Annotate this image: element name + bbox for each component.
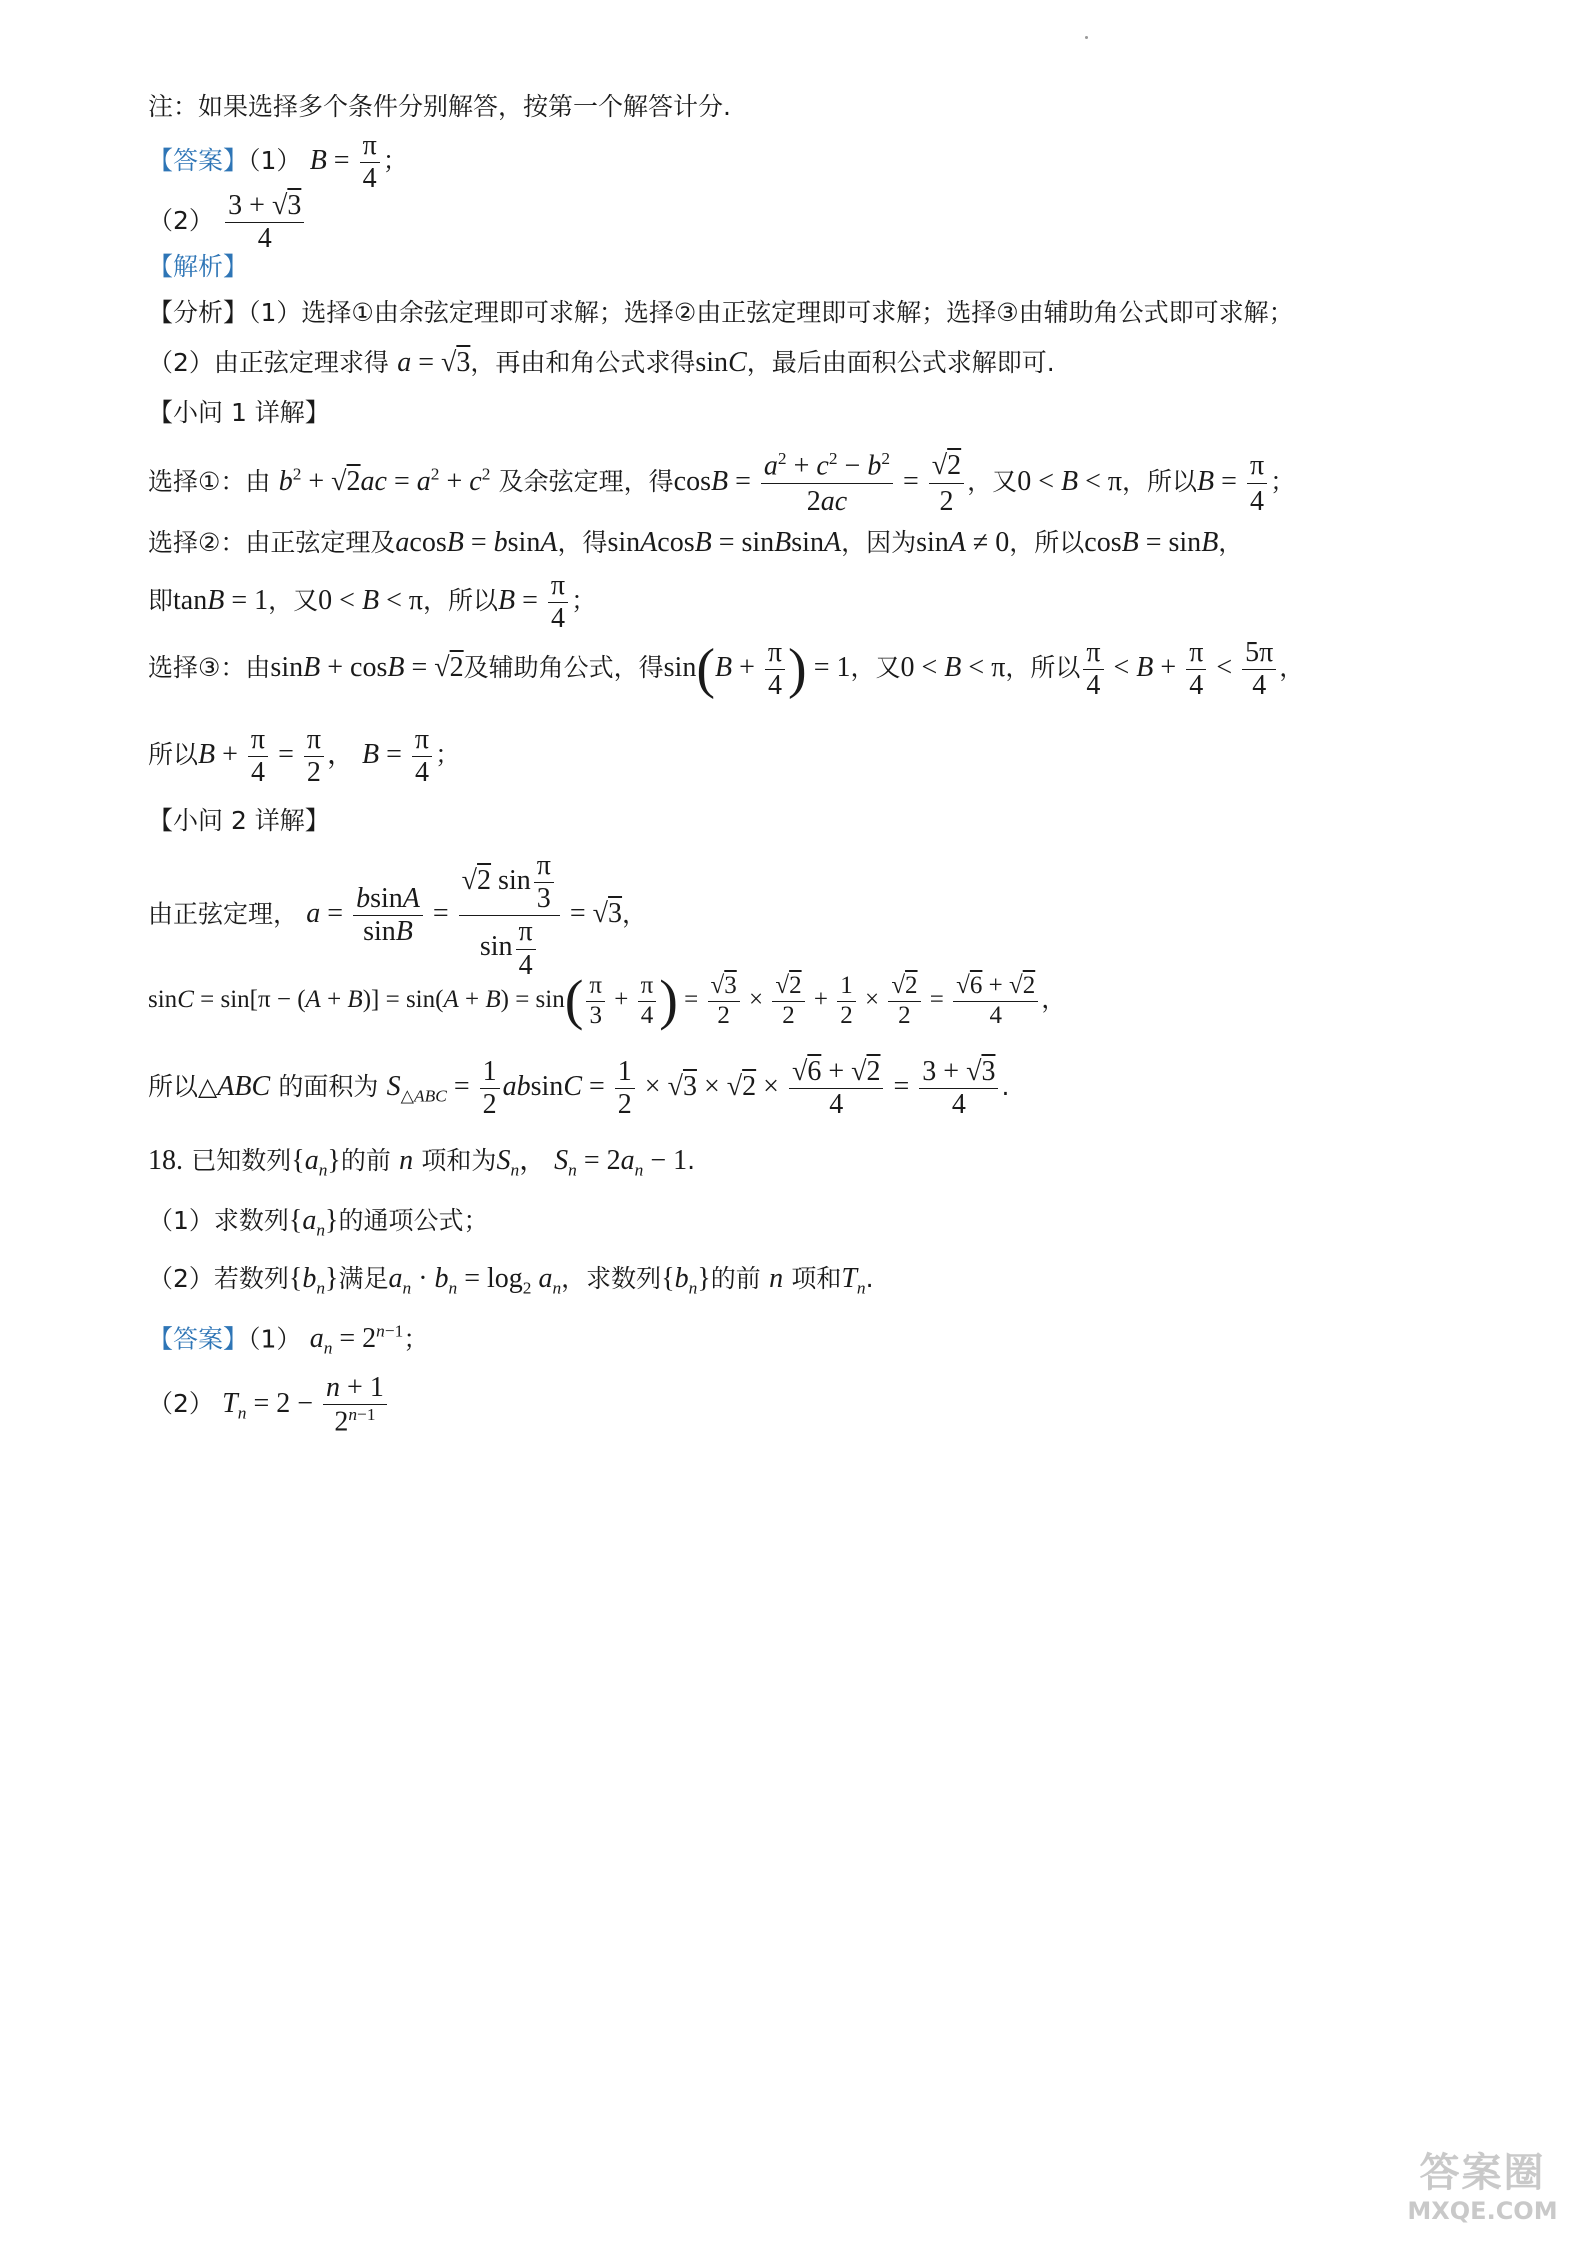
problem-18-sub1-a: （1）求数列 — [148, 1206, 289, 1235]
problem-18-sub1-b: 的通项公式； — [338, 1206, 489, 1235]
choice-1-condition: $b^2 + √2ac = a^2 + c^2$ — [278, 464, 491, 498]
choice-2-condition: acosB = bsinA — [395, 527, 558, 558]
q2-sine-law-line — [148, 850, 647, 982]
seq-an: $\{a_n\}$ — [288, 1205, 339, 1240]
problem-18-text-c: 项和为 — [421, 1146, 497, 1175]
choice-1-range: 0 < B < π — [1017, 466, 1123, 498]
choice-3-line2-prefix: 所以 — [148, 740, 199, 770]
choice-1-line — [148, 448, 1295, 519]
q1-detail-heading — [148, 398, 330, 428]
choice-2-tail: ，又 — [268, 586, 319, 616]
problem-18-line — [148, 1144, 695, 1181]
choice-3-condition: sinB + cosB = √2 — [270, 652, 464, 684]
choice-2-line2-prefix: 即 — [148, 586, 174, 616]
q2-detail-heading — [148, 806, 330, 836]
problem-18-sub2-b: 满足 — [338, 1264, 389, 1293]
choice-3-line-1 — [148, 636, 1304, 703]
var-tn: $T_n$ — [841, 1263, 866, 1298]
semicolon: ； — [382, 146, 408, 176]
comma: ， — [1041, 984, 1067, 1014]
part-1-label: （1） — [248, 1324, 302, 1354]
problem-18-sub2-d: 的前 — [710, 1264, 761, 1293]
comma: ， — [1279, 653, 1305, 683]
analysis-line — [148, 252, 248, 283]
choice-2-mid1: ，得 — [557, 528, 608, 557]
fenxi-line-1 — [148, 298, 1294, 328]
fenxi-formula-a: a = √3 — [397, 347, 471, 378]
choice-2-mid3: ，所以 — [1009, 528, 1085, 557]
fenxi-label: 【分析】 — [148, 298, 249, 327]
note-line — [148, 92, 731, 122]
choice-2-result: B = $\frac{\pi}{4}$ — [498, 585, 571, 616]
q2-line1-prefix: 由正弦定理， — [148, 899, 299, 929]
fenxi-text-1: （1）选择①由余弦定理即可求解；选择②由正弦定理即可求解；选择③由辅助角公式即可求解； — [248, 298, 1294, 327]
period: . — [865, 1264, 874, 1293]
q2-area-line — [148, 1056, 1009, 1121]
q2-a-formula: a = $\frac{bsinA}{\sin B}$ = √2 sin $\frac{\pi}{3}$ sin $\frac{\pi}{4}$ = √3 — [306, 850, 623, 981]
choice-3-result: B + $\frac{\pi}{4}$ = $\frac{\pi}{2}$ ， B = $\frac{\pi}{4}$ — [198, 739, 435, 770]
q2-triangle-abc: ABC — [217, 1071, 271, 1103]
problem-18-relation: $a_n \cdot b_n = \log_2 a_n$ — [388, 1263, 562, 1298]
answer-18-line-1 — [148, 1322, 428, 1360]
page-dot — [1085, 36, 1088, 39]
problem-18-sub2-e: 项和 — [791, 1264, 842, 1293]
problem-18-sn: $S_n$， $S_n = 2a_n - 1$ — [496, 1145, 688, 1180]
problem-18-sub2-a: （2）若数列 — [148, 1264, 289, 1293]
semicolon: ； — [1270, 467, 1296, 497]
choice-3-range: 0 < B < π — [900, 652, 1006, 684]
choice-3-mid: 及辅助角公式，得 — [463, 653, 664, 683]
choice-3-sin: sin(B + $\frac{\pi}{4}$ ) = 1 — [663, 636, 851, 702]
choice-2-tan: tanB = 1 — [173, 585, 269, 617]
part-2-label: （2） — [148, 1388, 214, 1418]
choice-3-so: ，所以 — [1005, 653, 1081, 683]
fenxi-text-2b: ，再由和角公式求得 — [470, 348, 696, 377]
problem-18-sub2-c: ，求数列 — [561, 1264, 662, 1293]
choice-1-prefix: 选择①：由 — [148, 467, 271, 497]
choice-1-so: ，所以 — [1122, 467, 1198, 497]
choice-2-eq: sinAcosB = sinBsinA — [607, 527, 842, 558]
var-n: n — [399, 1145, 414, 1176]
fenxi-formula-sinc: sinC — [695, 347, 747, 378]
q2-sinc-line — [148, 968, 1066, 1035]
seq-an: $\{a_n\}$ — [291, 1145, 341, 1180]
problem-18-text-a: 已知数列 — [191, 1146, 292, 1175]
answer-label: 【答案】 — [148, 1324, 249, 1354]
q2-sinc-formula: sinC = sin[π − (A + B)] = sin(A + B) = sin( $\frac{\pi}{3}$ + $\frac{\pi}{4}$ ) = $\frac{√3}{2}$ × $\frac{√2}{2}$ + $\frac{1}{2}$ × $\frac{√2}{2}$ = $\frac{√6 + √2}{4}$ — [148, 986, 1041, 1013]
q2-detail-label: 【小问 2 详解】 — [148, 806, 330, 835]
answer-18-2-formula: $T_n = 2$ − $\frac{n + 1}{2^{n-1}}$ — [222, 1388, 390, 1419]
choice-3-tail: ，又 — [850, 653, 901, 683]
choice-2-cos-eq-sin: cosB = sinB — [1084, 527, 1219, 558]
comma: ， — [1218, 528, 1244, 557]
choice-2-prefix: 选择②：由正弦定理及 — [148, 528, 396, 557]
choice-3-range2: $\frac{\pi}{4}$ < B + $\frac{\pi}{4}$ < $\frac{5\pi}{4}$ — [1080, 652, 1279, 683]
q2-area-formula: $S_{\triangle ABC}$ = $\frac{1}{2}$ absinC = $\frac{1}{2}$ × √3 × √2 × $\frac{√6 + √2}{4}$ = $\frac{3 + √3}{4}$ — [387, 1071, 1002, 1102]
choice-3-prefix: 选择③：由 — [148, 653, 271, 683]
answer-label: 【答案】 — [148, 146, 249, 176]
fenxi-text-2a: （2）由正弦定理求得 — [148, 348, 389, 377]
choice-1-tail: ，又 — [967, 467, 1018, 497]
answer-line-2 — [148, 190, 307, 255]
q2-area-prefix: 所以△ — [148, 1072, 218, 1102]
fenxi-line-2 — [148, 346, 1055, 380]
problem-18-sub1 — [148, 1204, 489, 1241]
problem-18-number: 18. — [148, 1145, 183, 1176]
part-1-label: （1） — [248, 146, 302, 176]
choice-2-line-2 — [148, 570, 596, 635]
fenxi-text-2c: ，最后由面积公式求解即可. — [746, 348, 1055, 377]
choice-1-cos: cosB = $\frac{a^2 + c^2 - b^2}{2ac}$ = $\frac{√2}{2}$ — [674, 466, 968, 497]
seq-bn: $\{b_n\}$ — [288, 1263, 339, 1298]
semicolon: ； — [571, 586, 597, 616]
answer-18-1-formula: $a_n = 2^{n-1}$ — [309, 1322, 404, 1358]
part-2-label: （2） — [148, 206, 214, 236]
seq-bn: $\{b_n\}$ — [661, 1263, 711, 1298]
choice-2-so: ，所以 — [423, 586, 499, 616]
note-text: 注：如果选择多个条件分别解答，按第一个解答计分. — [148, 92, 731, 121]
choice-2-line-1 — [148, 526, 1243, 560]
choice-1-mid: 及余弦定理，得 — [498, 467, 674, 497]
var-n: n — [769, 1263, 784, 1294]
semicolon: ； — [435, 740, 461, 770]
choice-3-line-2 — [148, 724, 460, 789]
choice-2-nonzero: sinA ≠ 0 — [916, 527, 1010, 558]
choice-2-range: 0 < B < π — [318, 585, 423, 617]
watermark-bottom: MXQE.COM — [1407, 2197, 1558, 2225]
q1-detail-label: 【小问 1 详解】 — [148, 398, 330, 427]
problem-18-text-b: 的前 — [340, 1146, 391, 1175]
watermark-logo — [1395, 2150, 1570, 2240]
q2-area-mid: 的面积为 — [278, 1072, 379, 1102]
answer-line-1 — [148, 130, 408, 195]
comma: ， — [622, 899, 648, 929]
semicolon: ； — [403, 1324, 429, 1354]
period: . — [687, 1146, 696, 1175]
answer-1-formula: B = $\frac{\pi}{4}$ — [310, 145, 383, 176]
problem-18-sub2 — [148, 1262, 874, 1299]
period: . — [1001, 1072, 1010, 1102]
answer-18-line-2 — [148, 1372, 390, 1439]
choice-2-mid2: ，因为 — [841, 528, 917, 557]
choice-1-result: B = $\frac{\pi}{4}$ — [1197, 466, 1270, 497]
answer-2-formula: $\frac{3 + √3}{4}$ — [222, 205, 307, 236]
analysis-label: 【解析】 — [148, 252, 249, 281]
watermark-top: 答案圈 — [1419, 2150, 1546, 2196]
